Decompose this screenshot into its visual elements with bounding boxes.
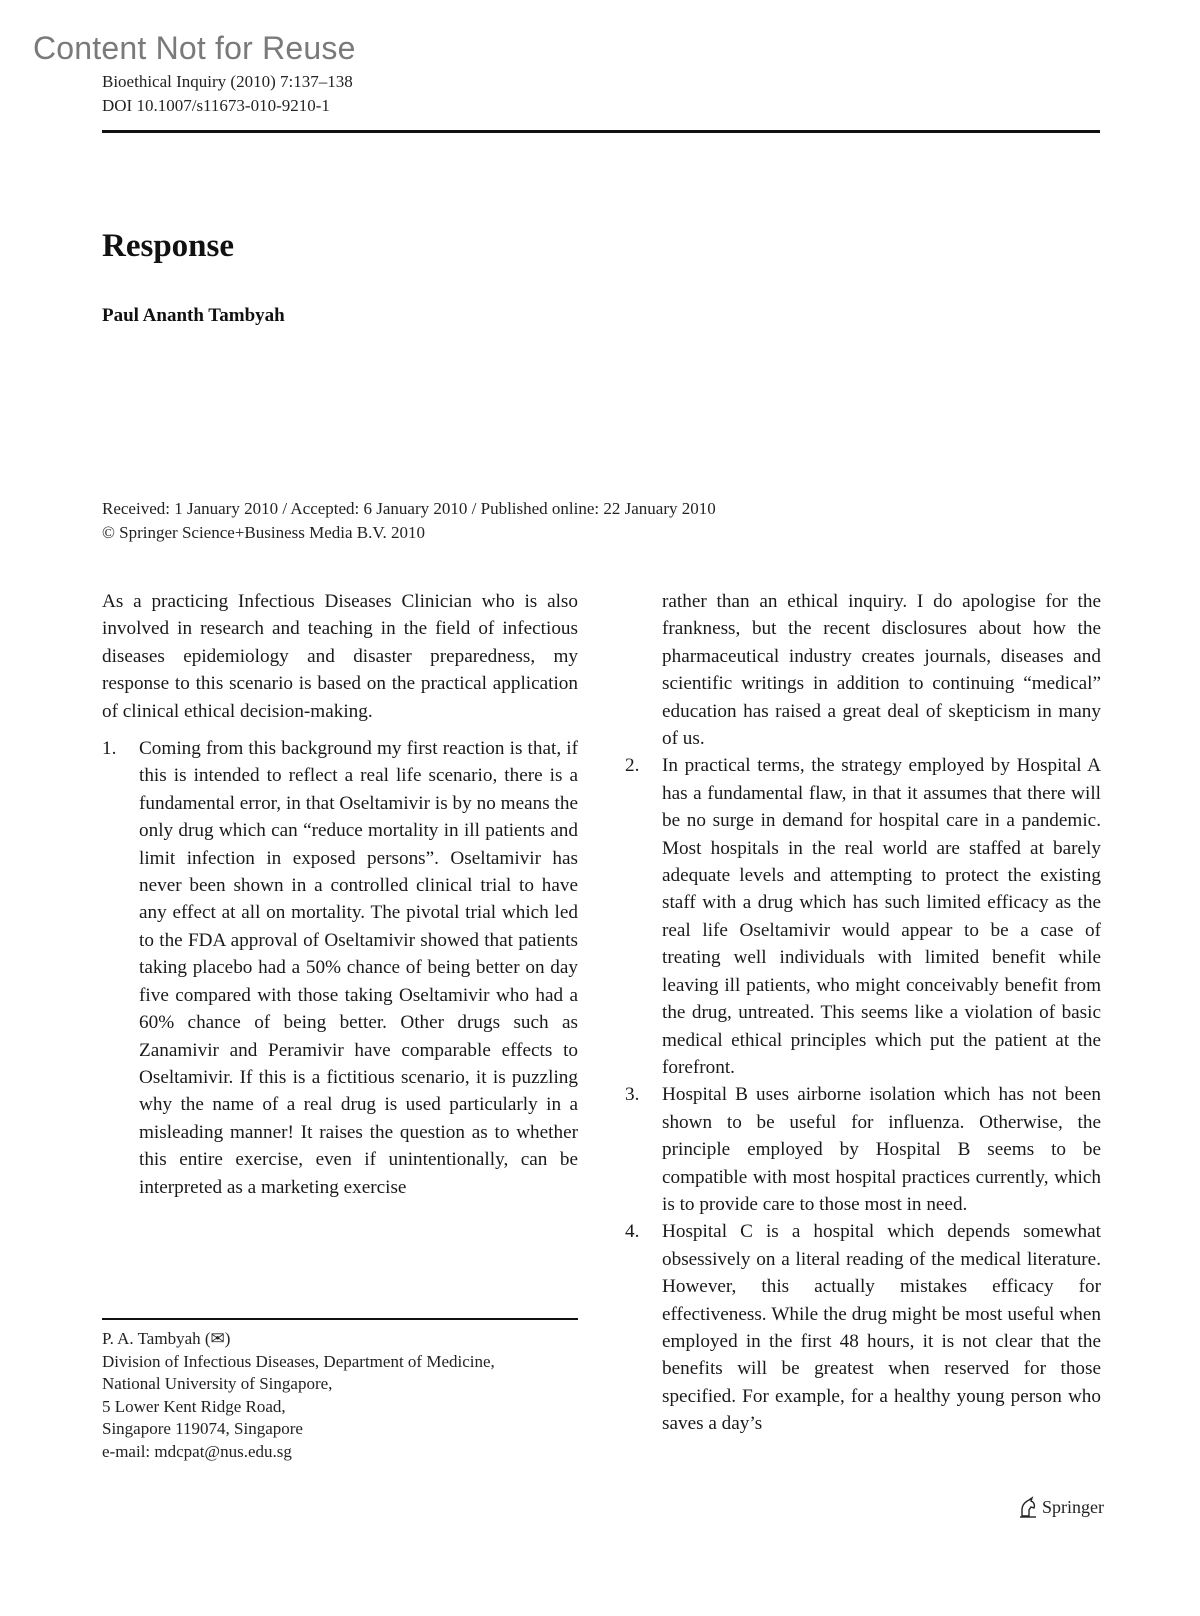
list-item-text: rather than an ethical inquiry. I do apologise for the frankness, but the recent disclosures about how the pharmaceutical industry creates journals, diseases and scientific writings in addition to continuing “medical” education has raised a great deal of skepticism in many of us. xyxy=(662,591,1101,750)
article-history xyxy=(102,497,716,545)
numbered-list-continued xyxy=(625,588,1101,1438)
author-name: Paul Ananth Tambyah xyxy=(102,305,285,326)
affiliation-line: National University of Singapore, xyxy=(102,1374,333,1393)
affiliation-line: 5 Lower Kent Ridge Road, xyxy=(102,1396,286,1416)
affiliation-line: Singapore 119074, Singapore xyxy=(102,1419,303,1438)
header-rule xyxy=(102,130,1100,133)
list-item-text: In practical terms, the strategy employed by Hospital A has a fundamental flaw, in that it assumes that there will be no surge in demand for hospital care in a pandemic. Most hospitals in the real world are staffed at barely adequate levels and attempting to protect the existing staff with a drug which has such limited efficacy as the real life Oseltamivir would appear to be a case of treating well individuals with limited benefit while leaving ill patients, who might conceivably benefit from the drug, untreated. This seems like a violation of basic medical ethical principles which put the patient at the forefront. xyxy=(662,755,1101,1078)
springer-wordmark: Springer xyxy=(1042,1496,1104,1517)
footnote-rule xyxy=(102,1318,578,1320)
list-number: 1. xyxy=(102,738,117,760)
list-number: 4. xyxy=(625,1221,640,1243)
doi: DOI 10.1007/s11673-010-9210-1 xyxy=(102,96,330,115)
list-number: 2. xyxy=(625,755,640,777)
numbered-list xyxy=(102,735,578,1201)
article-title: Response xyxy=(102,228,235,264)
author-affiliation xyxy=(102,1328,495,1463)
intro-paragraph: As a practicing Infectious Diseases Clinician who is also involved in research and teaching in the field of infectious diseases epidemiology and disaster preparedness, my response to this scenario is based on the practical application of clinical ethical decision-making. xyxy=(102,591,578,722)
list-item xyxy=(625,752,1101,1081)
list-item-continuation xyxy=(625,588,1101,752)
list-number: 3. xyxy=(625,1084,640,1106)
springer-logo xyxy=(1018,1496,1104,1518)
list-item xyxy=(625,1081,1101,1218)
affiliation-name: P. A. Tambyah (✉) xyxy=(102,1329,231,1348)
left-column xyxy=(102,588,578,1201)
affiliation-email: e-mail: mdcpat@nus.edu.sg xyxy=(102,1441,292,1461)
list-item-text: Coming from this background my first reaction is that, if this is intended to reflect a real life scenario, there is a fundamental error, in that Oseltamivir is by no means the only drug which can “reduce mortality in ill patients and limit infection in exposed persons”. Oseltamivir has never been shown in a controlled clinical trial to have any effect at all on mortality. The pivotal trial which led to the FDA approval of Oseltamivir showed that patients taking placebo had a 50% chance of being better on day five compared with those taking Oseltamivir who had a 60% chance of being better. Other drugs such as Zanamivir and Peramivir have comparable effects to Oseltamivir. If this is a fictitious scenario, it is puzzling why the name of a real drug is used particularly in a misleading manner! It raises the question as to whether this entire exercise, even if unintentionally, can be interpreted as a marketing exercise xyxy=(139,738,578,1198)
watermark: Content Not for Reuse xyxy=(33,30,356,66)
list-item xyxy=(625,1218,1101,1437)
right-column xyxy=(625,588,1101,1438)
list-item-text: Hospital C is a hospital which depends somewhat obsessively on a literal reading of the medical literature. However, this actually mistakes efficacy for effectiveness. While the drug might be most useful when employed in the first 48 hours, it is not clear that the benefits will be greatest when reserved for those specified. For example, for a healthy young person who saves a day’s xyxy=(662,1221,1101,1435)
affiliation-line: Division of Infectious Diseases, Department of Medicine, xyxy=(102,1351,495,1371)
journal-citation: Bioethical Inquiry (2010) 7:137–138 xyxy=(102,72,353,91)
journal-header xyxy=(102,70,353,118)
list-item xyxy=(102,735,578,1201)
history-dates: Received: 1 January 2010 / Accepted: 6 January 2010 / Published online: 22 January 2010 xyxy=(102,499,716,518)
springer-horse-icon xyxy=(1018,1496,1038,1518)
copyright: © Springer Science+Business Media B.V. 2010 xyxy=(102,523,425,542)
list-item-text: Hospital B uses airborne isolation which has not been shown to be useful for influenza. Otherwise, the principle employed by Hospital B seems to be compatible with most hospital practices currently, which is to provide care to those most in need. xyxy=(662,1084,1101,1215)
